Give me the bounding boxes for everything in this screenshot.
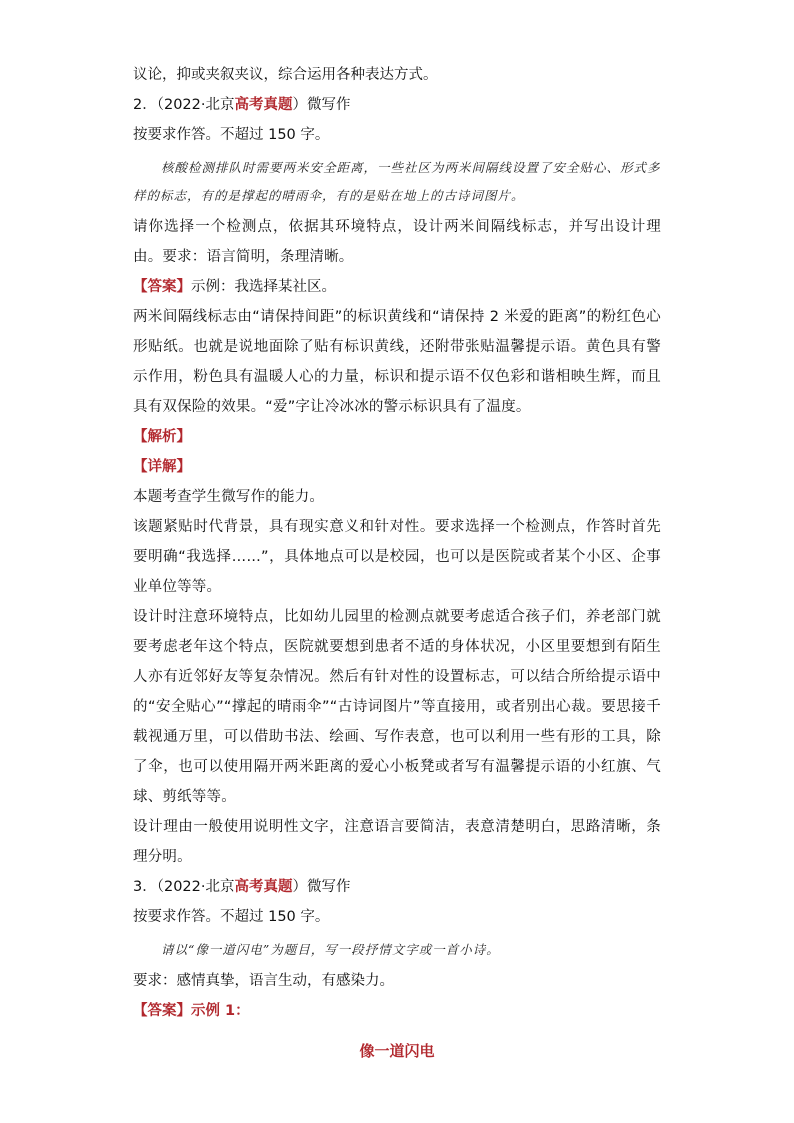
question-2-source-tag: 高考真题 bbox=[234, 97, 293, 113]
document-content bbox=[133, 60, 661, 1081]
answer-head-text: 示例：我选择某社区。 bbox=[191, 279, 336, 295]
question-3-title bbox=[133, 872, 661, 902]
question-3-instruction: 按要求作答。不超过 150 字。 bbox=[133, 909, 330, 925]
detail-tag: 【详解】 bbox=[133, 459, 191, 475]
question-2-material: 核酸检测排队时需要两米安全距离，一些社区为两米间隔线设置了安全贴心、形式多样的标志，有的是撑起的晴雨伞，有的是贴在地上的古诗词图片。 bbox=[133, 160, 661, 203]
answer-tag: 【答案】 bbox=[133, 279, 191, 295]
question-2-title bbox=[133, 90, 661, 120]
answer-tag: 【答案】 bbox=[133, 1003, 191, 1019]
question-2-detail-3: 设计时注意环境特点，比如幼儿园里的检测点就要考虑适合孩子们，养老部门就要考虑老年这个特点，医院就要想到患者不适的身体状况，小区里要想到有陌生人亦有近邻好友等复杂情况。然后有针对性的设置标志，可以结合所给提示语中的“安全贴心”“撑起的晴雨伞”“古诗词图片”等直接用，或者别出心裁。要思接千载视通万里，可以借助书法、绘画、写作表意，也可以利用一些有形的工具，除了伞，也可以使用隔开两米距离的爱心小板凳或者写有温馨提示语的小红旗、气球、剪纸等等。 bbox=[133, 609, 661, 805]
question-2-detail-1: 本题考查学生微写作的能力。 bbox=[133, 489, 325, 505]
intro-line: 议论，抑或夹叙夹议，综合运用各种表达方式。 bbox=[133, 67, 438, 83]
essay-title: 像一道闪电 bbox=[359, 1042, 435, 1060]
question-2-detail-4: 设计理由一般使用说明性文字，注意语言要简洁，表意清楚明白，思路清晰，条理分明。 bbox=[133, 819, 661, 865]
analysis-tag: 【解析】 bbox=[133, 429, 191, 445]
question-2-detail-heading bbox=[133, 452, 661, 482]
question-2-task: 请你选择一个检测点，依据其环境特点，设计两米间隔线标志，并写出设计理由。要求：语言简明，条理清晰。 bbox=[133, 219, 661, 265]
question-2-analysis-heading bbox=[133, 422, 661, 452]
question-2-answer-body: 两米间隔线标志由“请保持间距”的标识黄线和“请保持 2 米爱的距离”的粉红色心形贴纸。也就是说地面除了贴有标识黄线，还附带张贴温馨提示语。黄色具有警示作用，粉色具有温暖人心的力量，标识和提示语不仅色彩和谐相映生辉，而且具有双保险的效果。“爱”字让冷冰冰的警示标识具有了温度。 bbox=[133, 309, 661, 415]
question-2-answer-heading bbox=[133, 272, 661, 302]
question-3-answer-heading bbox=[133, 996, 661, 1026]
question-3-prefix: 3．（2022·北京 bbox=[133, 879, 235, 895]
question-2-prefix: 2．（2022·北京 bbox=[133, 97, 235, 113]
question-2-type: ）微写作 bbox=[292, 97, 351, 113]
question-3-type: ）微写作 bbox=[292, 879, 351, 895]
answer-example-label: 示例 1： bbox=[191, 1003, 250, 1019]
question-2-detail-2: 该题紧贴时代背景，具有现实意义和针对性。要求选择一个检测点，作答时首先要明确“我选择……”，具体地点可以是校园，也可以是医院或者某个小区、企事业单位等等。 bbox=[133, 519, 661, 595]
question-3-requirement: 要求：感情真挚，语言生动，有感染力。 bbox=[133, 973, 394, 989]
question-3-material: 请以“像一道闪电”为题目，写一段抒情文字或一首小诗。 bbox=[161, 942, 500, 957]
question-3-source-tag: 高考真题 bbox=[234, 879, 293, 895]
question-2-instruction: 按要求作答。不超过 150 字。 bbox=[133, 127, 330, 143]
